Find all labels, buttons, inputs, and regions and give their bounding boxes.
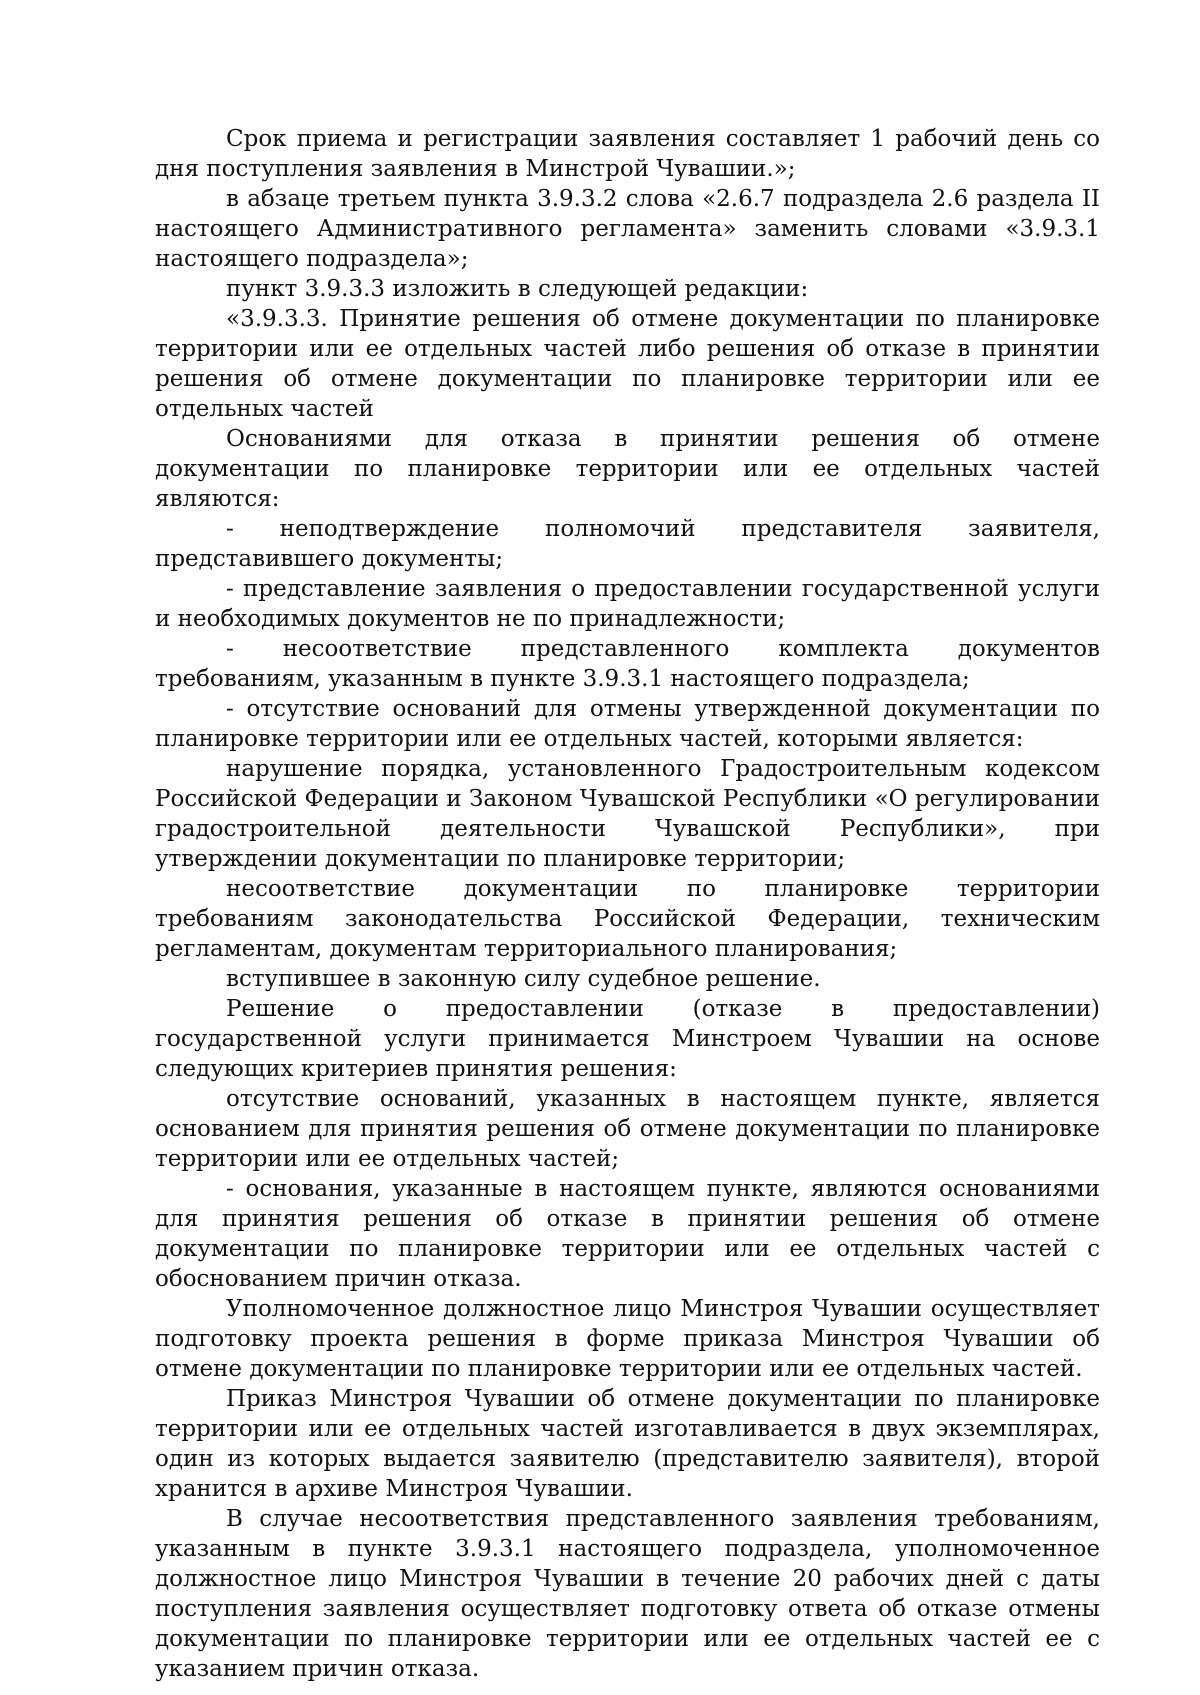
- paragraph: В случае несоответствия представленного заявления требованиям, указанным в пункте 3.9.3.1 настоящего подраздела, уполномоченное должностное лицо Минстроя Чувашии в течение 20 рабочих дней с даты поступления заявления осуществляет подготовку ответа об отказе отмены документации по планировке территории или ее отдельных частей ее с указанием причин отказа.: [155, 1506, 1100, 1682]
- paragraph: Уполномоченное должностное лицо Минстроя Чувашии осуществляет подготовку проекта решения в форме приказа Минстроя Чувашии об отмене документации по планировке территории или ее отдельных частей.: [155, 1296, 1100, 1382]
- document-body: [155, 124, 1100, 1684]
- paragraph: - несоответствие представленного комплекта документов требованиям, указанным в пункте 3.9.3.1 настоящего подраздела;: [155, 636, 1100, 692]
- paragraph: отсутствие оснований, указанных в настоящем пункте, является основанием для принятия решения об отмене документации по планировке территории или ее отдельных частей;: [155, 1086, 1100, 1172]
- paragraph: - представление заявления о предоставлении государственной услуги и необходимых документов не по принадлежности;: [155, 576, 1100, 632]
- paragraph: Основаниями для отказа в принятии решения об отмене документации по планировке территории или ее отдельных частей являются:: [155, 426, 1100, 512]
- paragraph: Приказ Минстроя Чувашии об отмене документации по планировке территории или ее отдельных частей изготавливается в двух экземплярах, один из которых выдается заявителю (представителю заявителя), второй хранится в архиве Минстроя Чувашии.: [155, 1386, 1100, 1502]
- paragraph: - отсутствие оснований для отмены утвержденной документации по планировке территории или ее отдельных частей, которыми является:: [155, 696, 1100, 752]
- paragraph: Решение о предоставлении (отказе в предоставлении) государственной услуги принимается Минстроем Чувашии на основе следующих критериев принятия решения:: [155, 996, 1100, 1082]
- paragraph: «3.9.3.3. Принятие решения об отмене документации по планировке территории или ее отдельных частей либо решения об отказе в принятии решения об отмене документации по планировке территории или ее отдельных частей: [155, 306, 1100, 422]
- paragraph: - неподтверждение полномочий представителя заявителя, представившего документы;: [155, 516, 1100, 572]
- paragraph: нарушение порядка, установленного Градостроительным кодексом Российской Федерации и Законом Чувашской Республики «О регулировании градостроительной деятельности Чувашской Республики», при утверждении документации по планировке территории;: [155, 756, 1100, 872]
- paragraph: Срок приема и регистрации заявления составляет 1 рабочий день со дня поступления заявления в Минстрой Чувашии.»;: [155, 126, 1100, 182]
- paragraph: - основания, указанные в настоящем пункте, являются основаниями для принятия решения об отказе в принятии решения об отмене документации по планировке территории или ее отдельных частей с обоснованием причин отказа.: [155, 1176, 1100, 1292]
- paragraph: в абзаце третьем пункта 3.9.3.2 слова «2.6.7 подраздела 2.6 раздела II настоящего Административного регламента» заменить словами «3.9.3.1 настоящего подраздела»;: [155, 186, 1100, 272]
- paragraph: несоответствие документации по планировке территории требованиям законодательства Российской Федерации, техническим регламентам, документам территориального планирования;: [155, 876, 1100, 962]
- paragraph: пункт 3.9.3.3 изложить в следующей редакции:: [226, 276, 809, 302]
- paragraph: вступившее в законную силу судебное решение.: [226, 966, 821, 992]
